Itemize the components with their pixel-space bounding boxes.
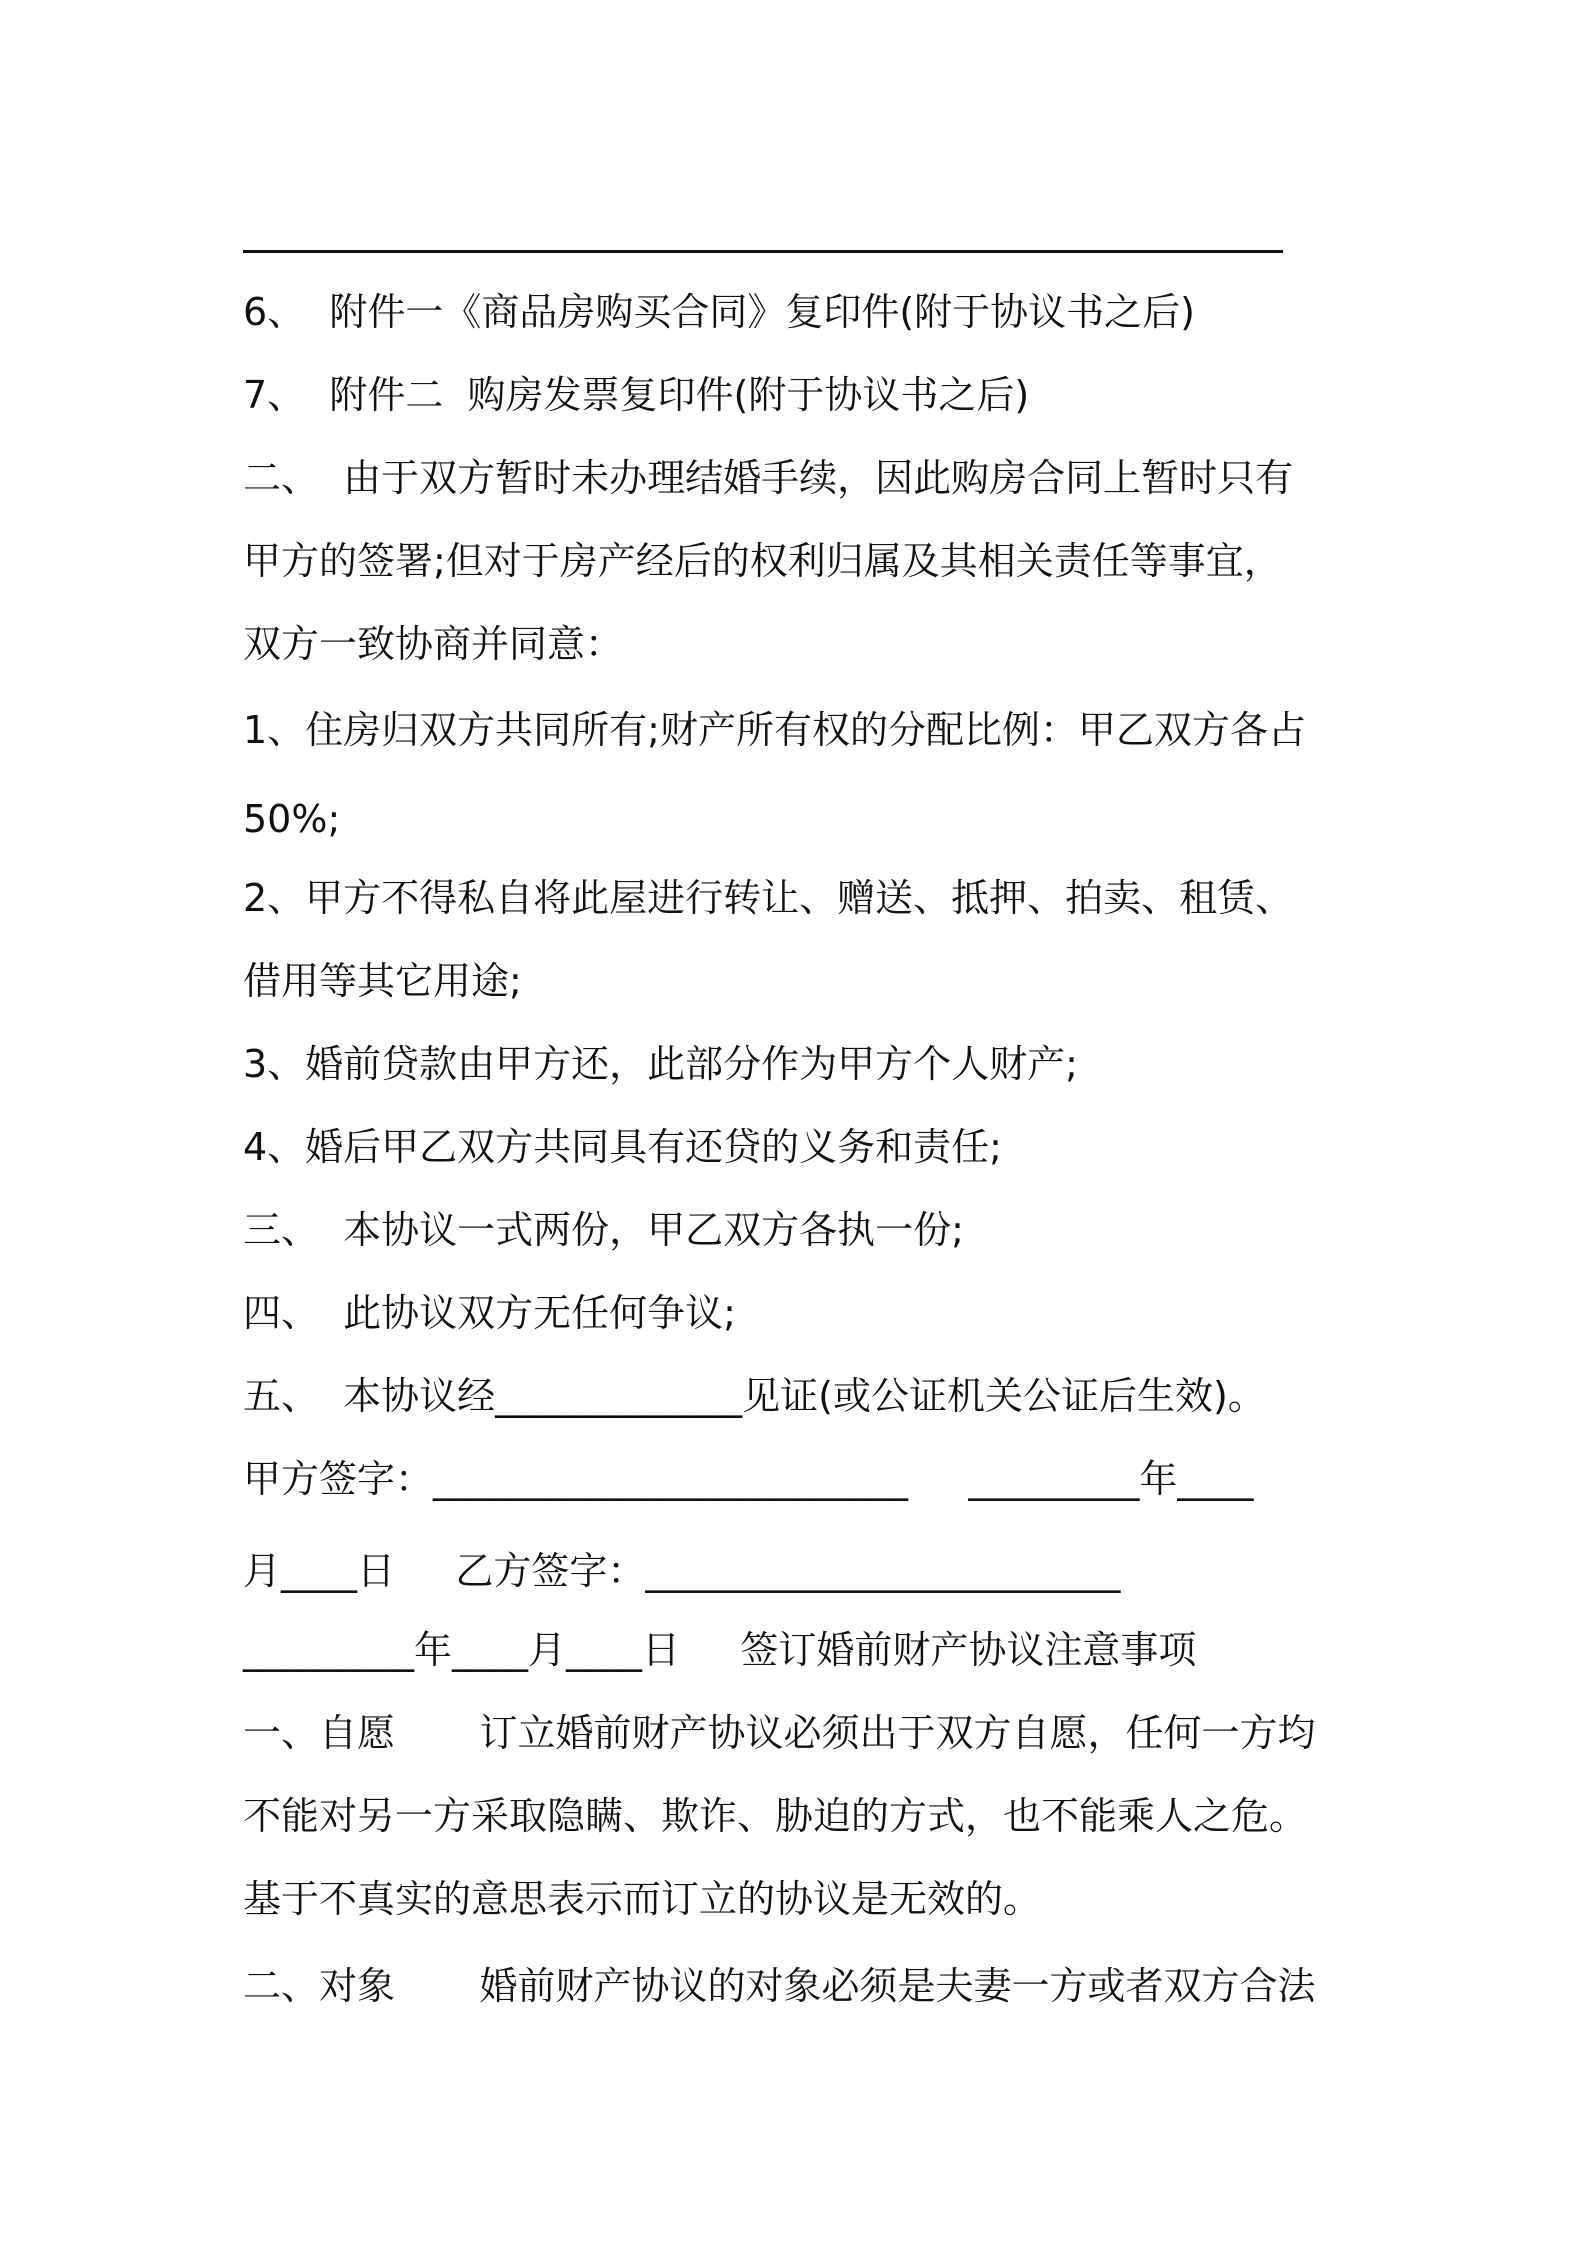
note-1-line-3: 基于不真实的意思表示而订立的协议是无效的。 <box>243 1877 1042 1921</box>
party-a-signature-line: 甲方签字：_________________________ _________年____ <box>243 1457 1254 1501</box>
top-separator-line <box>243 250 1283 253</box>
section-2-line-3: 双方一致协商并同意： <box>243 622 624 666</box>
section-4-line: 四、 此协议双方无任何争议; <box>243 1291 736 1335</box>
note-1-line-1: 一、自愿 订立婚前财产协议必须出于双方自愿，任何一方均 <box>243 1711 1316 1755</box>
attachment-2-line: 7、 附件二 购房发票复印件(附于协议书之后) <box>243 373 1030 417</box>
section-3-line: 三、 本协议一式两份，甲乙双方各执一份; <box>243 1208 964 1252</box>
clause-2-line-2: 借用等其它用途; <box>243 959 522 1003</box>
note-2-line-1: 二、对象 婚前财产协议的对象必须是夫妻一方或者双方合法 <box>243 1964 1316 2008</box>
section-2-line-1: 二、 由于双方暂时未办理结婚手续，因此购房合同上暂时只有 <box>243 456 1294 500</box>
clause-4-line: 4、婚后甲乙双方共同具有还贷的义务和责任; <box>243 1125 1002 1169</box>
note-1-line-2: 不能对另一方采取隐瞒、欺诈、胁迫的方式，也不能乘人之危。 <box>243 1794 1308 1838</box>
clause-1-line-1: 1、住房归双方共同所有;财产所有权的分配比例：甲乙双方各占 <box>243 708 1306 752</box>
clause-3-line: 3、婚前贷款由甲方还，此部分作为甲方个人财产; <box>243 1042 1078 1086</box>
date-and-notes-heading-line: _________年____月____日 签订婚前财产协议注意事项 <box>243 1628 1197 1672</box>
clause-1-line-2: 50%; <box>243 797 341 841</box>
party-b-signature-line: 月____日 乙方签字：_________________________ <box>243 1549 1121 1593</box>
clause-2-line-1: 2、甲方不得私自将此屋进行转让、赠送、抵押、拍卖、租赁、 <box>243 876 1294 920</box>
section-2-line-2: 甲方的签署;但对于房产经后的权利归属及其相关责任等事宜， <box>243 539 1282 583</box>
section-5-line: 五、 本协议经_____________见证(或公证机关公证后生效)。 <box>243 1374 1266 1418</box>
attachment-1-line: 6、 附件一《商品房购买合同》复印件(附于协议书之后) <box>243 290 1195 334</box>
